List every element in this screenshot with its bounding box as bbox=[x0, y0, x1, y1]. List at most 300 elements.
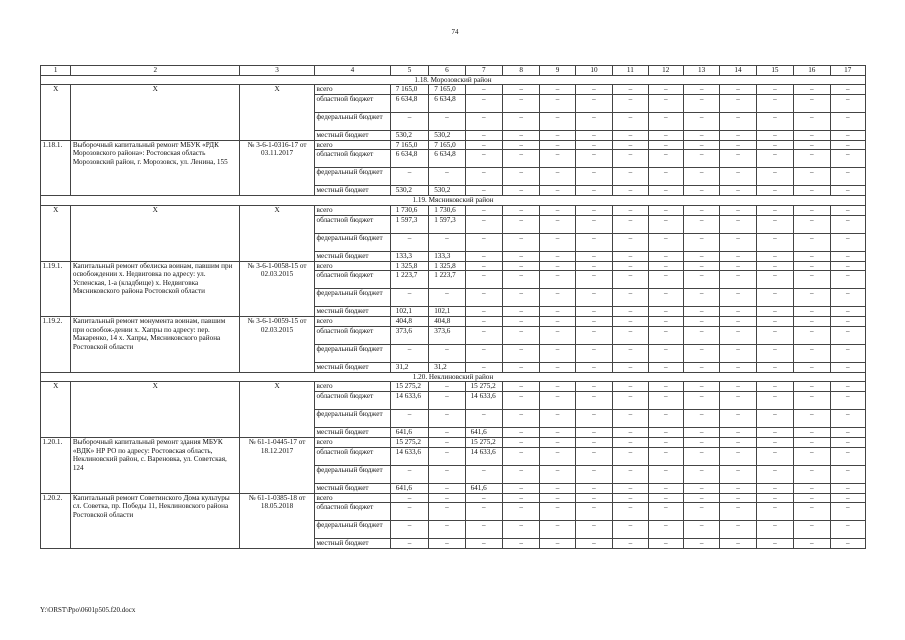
amount-cell: 31,2 bbox=[429, 362, 465, 372]
empty-dash-cell: – bbox=[648, 85, 683, 95]
empty-dash-cell: – bbox=[540, 233, 575, 251]
empty-dash-cell: – bbox=[756, 307, 793, 317]
empty-dash-cell: – bbox=[648, 391, 683, 409]
empty-dash-cell: – bbox=[648, 447, 683, 465]
empty-dash-cell: – bbox=[756, 168, 793, 186]
empty-dash-cell: – bbox=[720, 186, 756, 196]
empty-dash-cell: – bbox=[720, 465, 756, 483]
empty-dash-cell: – bbox=[683, 140, 719, 150]
empty-dash-cell: – bbox=[794, 344, 830, 362]
object-name: Капитальный ремонт Советинского Дома культуры сл. Советка, пр. Победы 11, Неклиновского района Ростовской области bbox=[71, 493, 240, 549]
empty-dash-cell: – bbox=[540, 503, 575, 521]
empty-dash-cell: – bbox=[830, 168, 866, 186]
amount-cell: – bbox=[465, 271, 502, 289]
amount-cell: 373,6 bbox=[390, 326, 428, 344]
empty-dash-cell: – bbox=[648, 493, 683, 503]
empty-dash-cell: – bbox=[575, 112, 612, 130]
column-header: 13 bbox=[683, 66, 719, 76]
object-name: Капитальный ремонт обелиска воинам, павшим при освобождении х. Недвиговка по адресу: ул. Успенская, 1-а (кладбище) х. Недвиговка Мясниковского района Ростовской области bbox=[71, 261, 240, 317]
empty-dash-cell: – bbox=[613, 85, 648, 95]
file-path-footer: Y:\ORST\Ppo\0601p505.f20.docx bbox=[40, 606, 136, 614]
empty-dash-cell: – bbox=[830, 186, 866, 196]
empty-dash-cell: – bbox=[502, 382, 539, 392]
empty-dash-cell: – bbox=[683, 465, 719, 483]
amount-cell: 641,6 bbox=[465, 483, 502, 493]
empty-dash-cell: – bbox=[540, 168, 575, 186]
amount-cell: 1 597,3 bbox=[429, 215, 465, 233]
empty-dash-cell: – bbox=[648, 271, 683, 289]
budget-source-label: федеральный бюджет bbox=[314, 409, 390, 427]
document-number: Х bbox=[240, 85, 315, 141]
empty-dash-cell: – bbox=[683, 130, 719, 140]
empty-dash-cell: – bbox=[575, 130, 612, 140]
item-number: 1.20.2. bbox=[41, 493, 71, 549]
amount-cell: – bbox=[465, 344, 502, 362]
empty-dash-cell: – bbox=[683, 362, 719, 372]
amount-cell: – bbox=[429, 465, 465, 483]
budget-source-label: всего bbox=[314, 205, 390, 215]
empty-dash-cell: – bbox=[648, 289, 683, 307]
empty-dash-cell: – bbox=[648, 186, 683, 196]
empty-dash-cell: – bbox=[794, 465, 830, 483]
empty-dash-cell: – bbox=[648, 112, 683, 130]
amount-cell: 7 165,0 bbox=[390, 85, 428, 95]
empty-dash-cell: – bbox=[648, 362, 683, 372]
empty-dash-cell: – bbox=[756, 85, 793, 95]
empty-dash-cell: – bbox=[648, 427, 683, 437]
empty-dash-cell: – bbox=[756, 483, 793, 493]
amount-cell: – bbox=[429, 539, 465, 549]
empty-dash-cell: – bbox=[720, 427, 756, 437]
empty-dash-cell: – bbox=[683, 251, 719, 261]
table-row bbox=[41, 140, 866, 150]
empty-dash-cell: – bbox=[613, 437, 648, 447]
empty-dash-cell: – bbox=[794, 317, 830, 327]
empty-dash-cell: – bbox=[540, 326, 575, 344]
amount-cell: 530,2 bbox=[390, 130, 428, 140]
amount-cell: 15 275,2 bbox=[465, 382, 502, 392]
empty-dash-cell: – bbox=[683, 271, 719, 289]
empty-dash-cell: – bbox=[648, 382, 683, 392]
empty-dash-cell: – bbox=[502, 215, 539, 233]
empty-dash-cell: – bbox=[575, 427, 612, 437]
amount-cell: 102,1 bbox=[429, 307, 465, 317]
amount-cell: – bbox=[465, 521, 502, 539]
column-header: 14 bbox=[720, 66, 756, 76]
empty-dash-cell: – bbox=[502, 493, 539, 503]
empty-dash-cell: – bbox=[540, 391, 575, 409]
amount-cell: – bbox=[465, 465, 502, 483]
amount-cell: – bbox=[429, 391, 465, 409]
empty-dash-cell: – bbox=[575, 493, 612, 503]
empty-dash-cell: – bbox=[613, 317, 648, 327]
budget-source-label: федеральный бюджет bbox=[314, 521, 390, 539]
amount-cell: 6 634,8 bbox=[429, 94, 465, 112]
empty-dash-cell: – bbox=[683, 168, 719, 186]
empty-dash-cell: – bbox=[683, 391, 719, 409]
empty-dash-cell: – bbox=[830, 150, 866, 168]
empty-dash-cell: – bbox=[756, 437, 793, 447]
amount-cell: – bbox=[429, 409, 465, 427]
item-number: Х bbox=[41, 382, 71, 438]
amount-cell: – bbox=[465, 186, 502, 196]
amount-cell: – bbox=[465, 94, 502, 112]
empty-dash-cell: – bbox=[648, 483, 683, 493]
column-header: 17 bbox=[830, 66, 866, 76]
empty-dash-cell: – bbox=[575, 437, 612, 447]
document-number: № 3-6-1-0058-15 от 02.03.2015 bbox=[240, 261, 315, 317]
amount-cell: – bbox=[429, 233, 465, 251]
empty-dash-cell: – bbox=[794, 391, 830, 409]
amount-cell: 1 223,7 bbox=[390, 271, 428, 289]
empty-dash-cell: – bbox=[613, 233, 648, 251]
budget-source-label: местный бюджет bbox=[314, 539, 390, 549]
empty-dash-cell: – bbox=[756, 447, 793, 465]
empty-dash-cell: – bbox=[540, 186, 575, 196]
budget-source-label: местный бюджет bbox=[314, 427, 390, 437]
empty-dash-cell: – bbox=[794, 261, 830, 271]
budget-source-label: федеральный бюджет bbox=[314, 465, 390, 483]
empty-dash-cell: – bbox=[830, 94, 866, 112]
empty-dash-cell: – bbox=[720, 168, 756, 186]
amount-cell: 1 325,8 bbox=[429, 261, 465, 271]
budget-source-label: всего bbox=[314, 493, 390, 503]
budget-source-label: местный бюджет bbox=[314, 483, 390, 493]
empty-dash-cell: – bbox=[830, 251, 866, 261]
empty-dash-cell: – bbox=[794, 150, 830, 168]
empty-dash-cell: – bbox=[756, 94, 793, 112]
empty-dash-cell: – bbox=[613, 94, 648, 112]
empty-dash-cell: – bbox=[502, 447, 539, 465]
empty-dash-cell: – bbox=[683, 521, 719, 539]
empty-dash-cell: – bbox=[575, 94, 612, 112]
empty-dash-cell: – bbox=[830, 465, 866, 483]
empty-dash-cell: – bbox=[502, 326, 539, 344]
empty-dash-cell: – bbox=[540, 94, 575, 112]
amount-cell: 7 165,0 bbox=[390, 140, 428, 150]
empty-dash-cell: – bbox=[613, 503, 648, 521]
amount-cell: – bbox=[465, 493, 502, 503]
amount-cell: – bbox=[429, 168, 465, 186]
amount-cell: 14 633,6 bbox=[390, 447, 428, 465]
empty-dash-cell: – bbox=[502, 521, 539, 539]
empty-dash-cell: – bbox=[613, 382, 648, 392]
column-header: 11 bbox=[613, 66, 648, 76]
empty-dash-cell: – bbox=[540, 409, 575, 427]
empty-dash-cell: – bbox=[540, 140, 575, 150]
empty-dash-cell: – bbox=[830, 307, 866, 317]
empty-dash-cell: – bbox=[794, 447, 830, 465]
amount-cell: 373,6 bbox=[429, 326, 465, 344]
document-number: № 61-1-0445-17 от 18.12.2017 bbox=[240, 437, 315, 493]
empty-dash-cell: – bbox=[794, 483, 830, 493]
empty-dash-cell: – bbox=[575, 261, 612, 271]
empty-dash-cell: – bbox=[502, 205, 539, 215]
empty-dash-cell: – bbox=[502, 112, 539, 130]
empty-dash-cell: – bbox=[613, 409, 648, 427]
empty-dash-cell: – bbox=[648, 233, 683, 251]
empty-dash-cell: – bbox=[683, 427, 719, 437]
empty-dash-cell: – bbox=[613, 521, 648, 539]
empty-dash-cell: – bbox=[830, 85, 866, 95]
amount-cell: 102,1 bbox=[390, 307, 428, 317]
empty-dash-cell: – bbox=[683, 94, 719, 112]
amount-cell: – bbox=[465, 85, 502, 95]
empty-dash-cell: – bbox=[613, 186, 648, 196]
amount-cell: – bbox=[390, 493, 428, 503]
amount-cell: 404,8 bbox=[429, 317, 465, 327]
empty-dash-cell: – bbox=[756, 521, 793, 539]
empty-dash-cell: – bbox=[575, 465, 612, 483]
column-header: 10 bbox=[575, 66, 612, 76]
empty-dash-cell: – bbox=[613, 140, 648, 150]
empty-dash-cell: – bbox=[502, 307, 539, 317]
column-header: 3 bbox=[240, 66, 315, 76]
empty-dash-cell: – bbox=[794, 307, 830, 317]
empty-dash-cell: – bbox=[648, 465, 683, 483]
table-row bbox=[41, 317, 866, 327]
budget-source-label: областной бюджет bbox=[314, 94, 390, 112]
empty-dash-cell: – bbox=[720, 483, 756, 493]
empty-dash-cell: – bbox=[575, 326, 612, 344]
table-row bbox=[41, 85, 866, 95]
empty-dash-cell: – bbox=[683, 112, 719, 130]
table-row bbox=[41, 437, 866, 447]
empty-dash-cell: – bbox=[648, 140, 683, 150]
empty-dash-cell: – bbox=[794, 382, 830, 392]
empty-dash-cell: – bbox=[540, 261, 575, 271]
empty-dash-cell: – bbox=[794, 130, 830, 140]
amount-cell: – bbox=[429, 503, 465, 521]
amount-cell: – bbox=[429, 382, 465, 392]
empty-dash-cell: – bbox=[683, 215, 719, 233]
budget-source-label: местный бюджет bbox=[314, 307, 390, 317]
section-title: 1.20. Неклиновский район bbox=[41, 372, 866, 382]
empty-dash-cell: – bbox=[613, 493, 648, 503]
empty-dash-cell: – bbox=[683, 382, 719, 392]
empty-dash-cell: – bbox=[613, 344, 648, 362]
budget-source-label: областной бюджет bbox=[314, 503, 390, 521]
amount-cell: 133,3 bbox=[429, 251, 465, 261]
empty-dash-cell: – bbox=[648, 307, 683, 317]
amount-cell: 530,2 bbox=[429, 186, 465, 196]
empty-dash-cell: – bbox=[794, 409, 830, 427]
section-row bbox=[41, 75, 866, 85]
empty-dash-cell: – bbox=[794, 539, 830, 549]
empty-dash-cell: – bbox=[683, 483, 719, 493]
empty-dash-cell: – bbox=[756, 382, 793, 392]
budget-table bbox=[40, 65, 866, 549]
empty-dash-cell: – bbox=[830, 205, 866, 215]
empty-dash-cell: – bbox=[756, 539, 793, 549]
budget-source-label: местный бюджет bbox=[314, 362, 390, 372]
amount-cell: – bbox=[429, 521, 465, 539]
empty-dash-cell: – bbox=[830, 215, 866, 233]
empty-dash-cell: – bbox=[502, 391, 539, 409]
empty-dash-cell: – bbox=[720, 94, 756, 112]
amount-cell: – bbox=[429, 493, 465, 503]
empty-dash-cell: – bbox=[720, 307, 756, 317]
empty-dash-cell: – bbox=[683, 326, 719, 344]
empty-dash-cell: – bbox=[830, 391, 866, 409]
amount-cell: – bbox=[465, 140, 502, 150]
amount-cell: 641,6 bbox=[390, 427, 428, 437]
amount-cell: – bbox=[465, 215, 502, 233]
budget-source-label: областной бюджет bbox=[314, 326, 390, 344]
empty-dash-cell: – bbox=[683, 233, 719, 251]
table-row bbox=[41, 493, 866, 503]
column-header: 1 bbox=[41, 66, 71, 76]
amount-cell: 530,2 bbox=[429, 130, 465, 140]
amount-cell: – bbox=[390, 539, 428, 549]
empty-dash-cell: – bbox=[830, 344, 866, 362]
empty-dash-cell: – bbox=[575, 447, 612, 465]
empty-dash-cell: – bbox=[720, 521, 756, 539]
empty-dash-cell: – bbox=[613, 130, 648, 140]
empty-dash-cell: – bbox=[502, 150, 539, 168]
empty-dash-cell: – bbox=[720, 409, 756, 427]
empty-dash-cell: – bbox=[502, 362, 539, 372]
empty-dash-cell: – bbox=[720, 447, 756, 465]
empty-dash-cell: – bbox=[720, 362, 756, 372]
empty-dash-cell: – bbox=[756, 326, 793, 344]
empty-dash-cell: – bbox=[683, 447, 719, 465]
empty-dash-cell: – bbox=[720, 326, 756, 344]
empty-dash-cell: – bbox=[683, 261, 719, 271]
empty-dash-cell: – bbox=[575, 409, 612, 427]
budget-source-label: всего bbox=[314, 140, 390, 150]
section-title: 1.19. Мясниковский район bbox=[41, 196, 866, 206]
empty-dash-cell: – bbox=[648, 205, 683, 215]
empty-dash-cell: – bbox=[830, 317, 866, 327]
empty-dash-cell: – bbox=[540, 205, 575, 215]
budget-source-label: федеральный бюджет bbox=[314, 289, 390, 307]
empty-dash-cell: – bbox=[540, 289, 575, 307]
empty-dash-cell: – bbox=[575, 85, 612, 95]
empty-dash-cell: – bbox=[794, 233, 830, 251]
empty-dash-cell: – bbox=[794, 94, 830, 112]
empty-dash-cell: – bbox=[613, 483, 648, 493]
empty-dash-cell: – bbox=[720, 112, 756, 130]
empty-dash-cell: – bbox=[720, 391, 756, 409]
empty-dash-cell: – bbox=[794, 437, 830, 447]
empty-dash-cell: – bbox=[794, 186, 830, 196]
budget-source-label: всего bbox=[314, 382, 390, 392]
empty-dash-cell: – bbox=[540, 85, 575, 95]
empty-dash-cell: – bbox=[502, 130, 539, 140]
empty-dash-cell: – bbox=[794, 521, 830, 539]
column-header: 15 bbox=[756, 66, 793, 76]
empty-dash-cell: – bbox=[502, 317, 539, 327]
empty-dash-cell: – bbox=[648, 326, 683, 344]
empty-dash-cell: – bbox=[683, 307, 719, 317]
amount-cell: 7 165,0 bbox=[429, 140, 465, 150]
budget-source-label: федеральный бюджет bbox=[314, 233, 390, 251]
amount-cell: 15 275,2 bbox=[465, 437, 502, 447]
empty-dash-cell: – bbox=[613, 112, 648, 130]
empty-dash-cell: – bbox=[540, 382, 575, 392]
empty-dash-cell: – bbox=[756, 465, 793, 483]
empty-dash-cell: – bbox=[613, 261, 648, 271]
empty-dash-cell: – bbox=[756, 493, 793, 503]
empty-dash-cell: – bbox=[502, 140, 539, 150]
amount-cell: 1 730,6 bbox=[429, 205, 465, 215]
empty-dash-cell: – bbox=[756, 233, 793, 251]
column-header: 9 bbox=[540, 66, 575, 76]
empty-dash-cell: – bbox=[648, 521, 683, 539]
empty-dash-cell: – bbox=[502, 483, 539, 493]
object-name: Х bbox=[71, 85, 240, 141]
empty-dash-cell: – bbox=[502, 94, 539, 112]
empty-dash-cell: – bbox=[756, 150, 793, 168]
empty-dash-cell: – bbox=[830, 437, 866, 447]
empty-dash-cell: – bbox=[794, 503, 830, 521]
empty-dash-cell: – bbox=[720, 344, 756, 362]
empty-dash-cell: – bbox=[575, 271, 612, 289]
amount-cell: – bbox=[465, 150, 502, 168]
amount-cell: 6 634,8 bbox=[390, 94, 428, 112]
empty-dash-cell: – bbox=[613, 465, 648, 483]
empty-dash-cell: – bbox=[575, 344, 612, 362]
empty-dash-cell: – bbox=[613, 362, 648, 372]
budget-source-label: местный бюджет bbox=[314, 251, 390, 261]
amount-cell: 7 165,0 bbox=[429, 85, 465, 95]
empty-dash-cell: – bbox=[648, 344, 683, 362]
empty-dash-cell: – bbox=[830, 382, 866, 392]
empty-dash-cell: – bbox=[683, 289, 719, 307]
empty-dash-cell: – bbox=[613, 539, 648, 549]
empty-dash-cell: – bbox=[830, 112, 866, 130]
amount-cell: – bbox=[465, 112, 502, 130]
empty-dash-cell: – bbox=[502, 261, 539, 271]
empty-dash-cell: – bbox=[575, 150, 612, 168]
empty-dash-cell: – bbox=[830, 289, 866, 307]
object-name: Х bbox=[71, 205, 240, 261]
amount-cell: – bbox=[465, 233, 502, 251]
amount-cell: – bbox=[465, 251, 502, 261]
empty-dash-cell: – bbox=[540, 521, 575, 539]
budget-source-label: местный бюджет bbox=[314, 186, 390, 196]
budget-source-label: областной бюджет bbox=[314, 271, 390, 289]
empty-dash-cell: – bbox=[575, 289, 612, 307]
empty-dash-cell: – bbox=[830, 503, 866, 521]
amount-cell: – bbox=[390, 409, 428, 427]
empty-dash-cell: – bbox=[720, 317, 756, 327]
empty-dash-cell: – bbox=[683, 409, 719, 427]
budget-source-label: всего bbox=[314, 317, 390, 327]
amount-cell: – bbox=[465, 539, 502, 549]
empty-dash-cell: – bbox=[575, 539, 612, 549]
empty-dash-cell: – bbox=[540, 447, 575, 465]
empty-dash-cell: – bbox=[648, 94, 683, 112]
document-number: Х bbox=[240, 382, 315, 438]
amount-cell: – bbox=[429, 289, 465, 307]
empty-dash-cell: – bbox=[613, 391, 648, 409]
page-number: 74 bbox=[451, 28, 459, 36]
amount-cell: – bbox=[465, 261, 502, 271]
empty-dash-cell: – bbox=[575, 140, 612, 150]
amount-cell: – bbox=[465, 205, 502, 215]
empty-dash-cell: – bbox=[794, 493, 830, 503]
empty-dash-cell: – bbox=[794, 271, 830, 289]
empty-dash-cell: – bbox=[756, 112, 793, 130]
amount-cell: – bbox=[465, 130, 502, 140]
amount-cell: 6 634,8 bbox=[390, 150, 428, 168]
budget-source-label: областной бюджет bbox=[314, 150, 390, 168]
budget-source-label: всего bbox=[314, 437, 390, 447]
empty-dash-cell: – bbox=[756, 140, 793, 150]
empty-dash-cell: – bbox=[502, 233, 539, 251]
